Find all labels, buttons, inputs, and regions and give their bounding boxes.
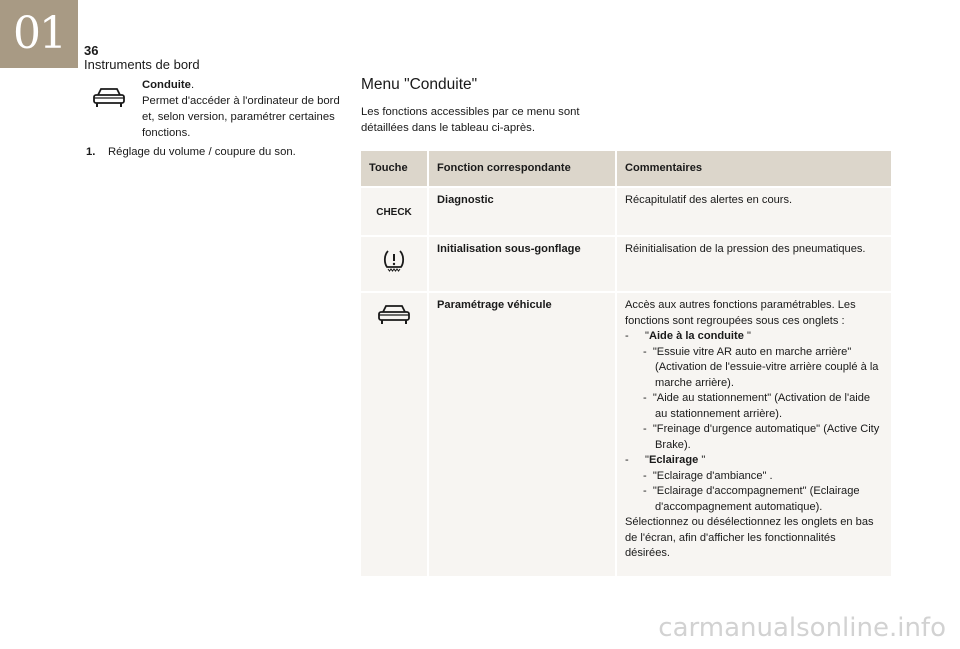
check-key: CHECK [376, 207, 412, 218]
tab-label: Aide à la conduite [648, 330, 744, 342]
conduite-text: Permet d'accéder à l'ordinateur de bord et, selon version, paramétrer certaines fonctions. [142, 95, 340, 139]
chapter-tab: 01 [0, 0, 78, 68]
function-cell: Diagnostic [428, 187, 616, 236]
header-touche: Touche [361, 151, 428, 187]
header-commentaires: Commentaires [616, 151, 891, 187]
tab-aide-conduite: - "Aide à la conduite " [625, 330, 751, 342]
step-number: 1. [86, 146, 96, 158]
car-icon [377, 303, 411, 325]
section-title: Instruments de bord [84, 57, 200, 72]
conduite-description: Conduite. Permet d'accéder à l'ordinateur de bord et, selon version, paramétrer certaines fonctions. [142, 79, 340, 139]
page-number: 36 [84, 43, 99, 58]
conduite-title: Conduite [142, 79, 191, 91]
comment-cell: Réinitialisation de la pression des pneumatiques. [616, 236, 891, 293]
menu-table [361, 151, 891, 576]
step-item [86, 146, 296, 158]
list-item: - "Aide au stationnement" (Activation de l'aide au stationnement arrière). [643, 392, 871, 420]
list-item: - "Eclairage d'accompagnement" (Eclairage d'accompagnement automatique). [643, 485, 860, 513]
comment-cell: Récapitulatif des alertes en cours. [616, 187, 891, 236]
menu-intro: Les fonctions accessibles par ce menu sont détaillées dans le tableau ci-après. [361, 106, 580, 134]
car-icon [92, 86, 126, 108]
list-item: - "Essuie vitre AR auto en marche arrière" (Activation de l'essuie-vitre arrière couplé à la marche arrière). [643, 345, 879, 389]
comment-cell [616, 292, 891, 576]
key-cell [361, 187, 428, 236]
list-item: - "Freinage d'urgence automatique" (Active City Brake). [643, 423, 880, 451]
tab-label: Eclairage [648, 454, 699, 466]
function-cell: Initialisation sous-gonflage [428, 236, 616, 293]
key-cell [361, 236, 428, 293]
menu-title: Menu "Conduite" [361, 76, 478, 93]
comment-intro: Accès aux autres fonctions paramétrables. Les fonctions sont regroupées sous ces onglets : [625, 299, 856, 327]
table-row [361, 187, 891, 236]
table-row [361, 236, 891, 293]
table-row [361, 292, 891, 576]
key-cell [361, 292, 428, 576]
table-header-row [361, 151, 891, 187]
step-text: Réglage du volume / coupure du son. [108, 146, 296, 158]
comment-outro: Sélectionnez ou désélectionnez les onglets en bas de l'écran, afin d'afficher les fonctionnalités désirées. [625, 516, 874, 559]
function-cell: Paramétrage véhicule [428, 292, 616, 576]
watermark: carmanualsonline.info [658, 613, 946, 643]
header-fonction: Fonction correspondante [428, 151, 616, 187]
list-item: - "Eclairage d'ambiance" . [643, 469, 773, 482]
tire-pressure-icon [383, 248, 405, 278]
tab-eclairage: - "Eclairage " [625, 454, 706, 466]
